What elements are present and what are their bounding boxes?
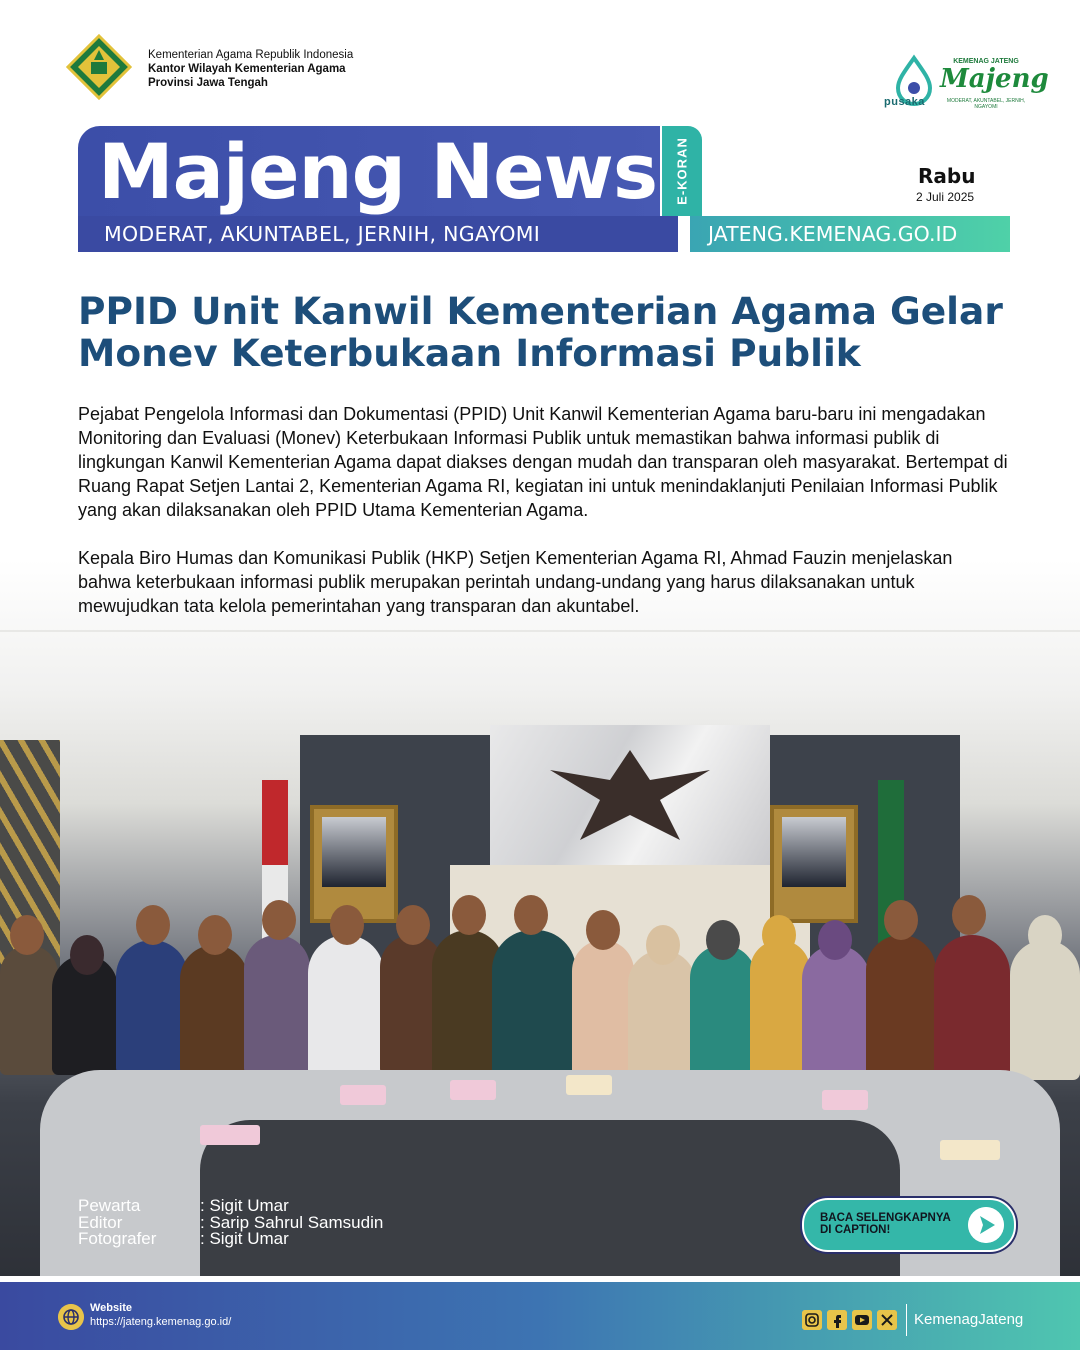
majeng-logo-main: Majeng (940, 64, 1049, 94)
social-handle: KemenagJateng (914, 1311, 1024, 1328)
read-more-line-2: DI CAPTION! (820, 1224, 891, 1236)
instagram-icon[interactable] (802, 1310, 822, 1330)
issue-date: 2 Juli 2025 (916, 190, 975, 204)
credit-label: Fotografer (78, 1229, 157, 1248)
org-line-1: Kementerian Agama Republik Indonesia (148, 49, 354, 61)
arrow-right-icon (968, 1207, 1004, 1243)
majeng-logo (940, 58, 1049, 110)
credit-value: : Sarip Sahrul Samsudin (200, 1212, 384, 1232)
tagline-bar (78, 216, 678, 252)
tagline-text: MODERAT, AKUNTABEL, JERNIH, NGAYOMI (104, 222, 541, 246)
event-photo (0, 560, 1080, 1276)
portrait-left (310, 805, 398, 923)
globe-icon (58, 1304, 84, 1330)
issue-day: Rabu (918, 164, 976, 188)
credit-value: : Sigit Umar (200, 1196, 289, 1215)
e-koran-label: E-KORAN (674, 137, 690, 205)
garuda-emblem (540, 740, 720, 850)
x-icon[interactable] (877, 1310, 897, 1330)
majeng-logo-top: KEMENAG JATENG (953, 58, 1019, 65)
youtube-icon[interactable] (852, 1310, 872, 1330)
site-bar (690, 216, 1010, 252)
footer-divider (906, 1304, 907, 1336)
article-paragraph-2: Kepala Biro Humas dan Komunikasi Publik (HKP) Setjen Kementerian Agama RI, Ahmad Fauzin menjelaskan bahwa keterbukaan informasi publik merupakan perintah undang-undang yang harus dilaksanakan untuk mewujudkan tata kelola pemerintahan yang transparan dan akuntabel. (78, 548, 953, 616)
website-link[interactable]: https://jateng.kemenag.go.id/ (90, 1316, 232, 1328)
masthead-title: Majeng News (98, 127, 658, 216)
org-line-2: Kantor Wilayah Kementerian Agama (148, 63, 346, 75)
read-more-label (820, 1212, 951, 1236)
credit-value: : Sigit Umar (200, 1229, 289, 1248)
e-koran-badge (662, 126, 702, 216)
read-more-line-1: BACA SELENGKAPNYA (820, 1212, 951, 1224)
read-more-button[interactable] (802, 1198, 1016, 1252)
article-headline: PPID Unit Kanwil Kementerian Agama Gelar Monev Keterbukaan Informasi Publik (78, 289, 1003, 375)
site-text: JATENG.KEMENAG.GO.ID (708, 222, 958, 246)
kemenag-logo-icon (66, 34, 132, 100)
credit-label: Editor (78, 1212, 123, 1232)
organization-name (148, 48, 353, 90)
facebook-icon[interactable] (827, 1310, 847, 1330)
article-paragraph-1: Pejabat Pengelola Informasi dan Dokumentasi (PPID) Unit Kanwil Kementerian Agama baru-baru ini mengadakan Monitoring dan Evaluasi (Monev) Keterbukaan Informasi Publik untuk memastikan bahwa informasi publik di lingkungan Kanwil Kementerian Agama dapat diakses dengan mudah dan transparan oleh masyarakat. Bertempat di Ruang Rapat Setjen Lantai 2, Kementerian Agama RI, kegiatan ini untuk menindaklanjuti Penilaian Informasi Publik yang akan dilaksanakan oleh PPID Utama Kementerian Agama. (78, 404, 1008, 520)
majeng-logo-sub: MODERAT, AKUNTABEL, JERNIH, NGAYOMI (946, 98, 1026, 110)
credit-label: Pewarta (78, 1196, 141, 1215)
table-center (200, 1120, 900, 1276)
website-label: Website (90, 1302, 132, 1314)
org-line-3: Provinsi Jawa Tengah (148, 77, 268, 89)
portrait-right (770, 805, 858, 923)
pusaka-logo-text: pusaka (884, 96, 925, 108)
